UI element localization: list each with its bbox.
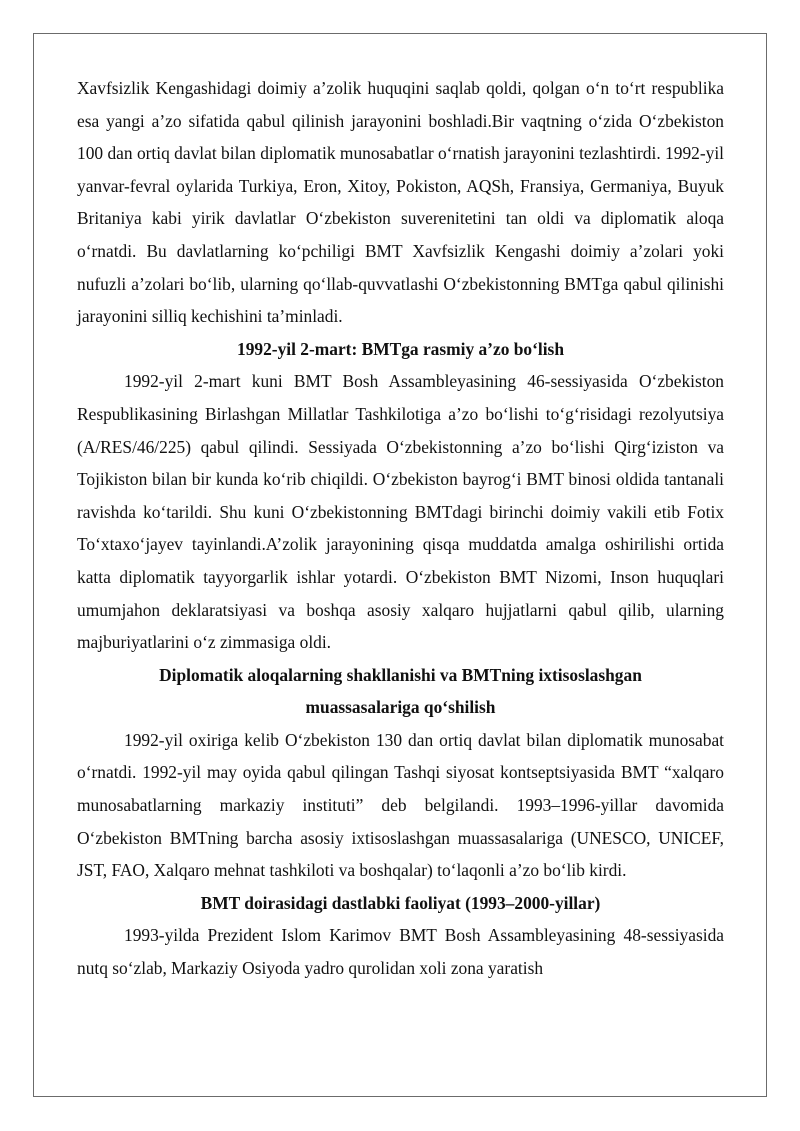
paragraph-diplomatic-relations: 1992-yil oxiriga kelib O‘zbekiston 130 dan ortiq davlat bilan diplomatik munosabat o‘rnatdi. 1992-yil may oyida qabul qilingan Tashqi siyosat kontseptsiyasida BMT “xalqaro munosabatlarning markaziy instituti” deb belgilandi. 1993–1996-yillar davomida O‘zbekiston BMTning barcha asosiy ixtisoslashgan muassasalariga (UNESCO, UNICEF, JST, FAO, Xalqaro mehnat tashkiloti va boshqalar) to‘laqonli a’zo bo‘lib kirdi. (77, 729, 724, 881)
paragraph-early-activity: 1993-yilda Prezident Islom Karimov BMT Bosh Assambleyasining 48-sessiyasida nutq so‘zlab, Markaziy Osiyoda yadro qurolidan xoli zona yaratish (77, 925, 724, 979)
document-body (77, 72, 724, 985)
paragraph-membership: 1992-yil 2-mart kuni BMT Bosh Assambleyasining 46-sessiyasida O‘zbekiston Respublikasining Birlashgan Millatlar Tashkilotiga a’zo bo‘lishi to‘g‘risidagi rezolyutsiya (A/RES/46/225) qabul qilindi. Sessiyada O‘zbekistonning a’zo bo‘lishi Qirg‘iziston va Tojikiston bilan bir kunda ko‘rib chiqildi. O‘zbekiston bayrog‘i BMT binosi oldida tantanali ravishda ko‘tarildi. Shu kuni O‘zbekistonning BMTdagi birinchi doimiy vakili etib Fotix To‘xtaxo‘jayev tayinlandi.A’zolik jarayonining qisqa muddatda amalga oshirilishi ortida katta diplomatik tayyorgarlik ishlar yotardi. O‘zbekiston BMT Nizomi, Inson huquqlari umumjahon deklaratsiyasi va boshqa asosiy xalqaro hujjatlarni qabul qilib, ularning majburiyatlarini o‘z zimmasiga oldi. (77, 371, 724, 653)
section-heading-diplomatic-relations (77, 659, 724, 724)
section-heading-line-1: Diplomatik aloqalarning shakllanishi va BMTning ixtisoslashgan (159, 664, 642, 685)
section-heading-early-activity: BMT doirasidagi dastlabki faoliyat (1993–2000-yillar) (200, 892, 601, 913)
section-heading-membership: 1992-yil 2-mart: BMTga rasmiy a’zo bo‘lish (237, 338, 564, 359)
section-heading-line-2: muassasalariga qo‘shilish (305, 697, 496, 718)
paragraph-continuation: Xavfsizlik Kengashidagi doimiy a’zolik huquqini saqlab qoldi, qolgan o‘n to‘rt respublika esa yangi a’zo sifatida qabul qilinish jarayonini boshladi.Bir vaqtning o‘zida O‘zbekiston 100 dan ortiq davlat bilan diplomatik munosabatlar o‘rnatish jarayonini tezlashtirdi. 1992-yil yanvar-fevral oylarida Turkiya, Eron, Xitoy, Pokiston, AQSh, Fransiya, Germaniya, Buyuk Britaniya kabi yirik davlatlar O‘zbekiston suverenitetini tan oldi va diplomatik aloqa o‘rnatdi. Bu davlatlarning ko‘pchiligi BMT Xavfsizlik Kengashi doimiy a’zolari yoki nufuzli a’zolari bo‘lib, ularning qo‘llab-quvvatlashi O‘zbekistonning BMTga qabul qilinishi jarayonini silliq kechishini ta’minladi. (77, 78, 724, 327)
